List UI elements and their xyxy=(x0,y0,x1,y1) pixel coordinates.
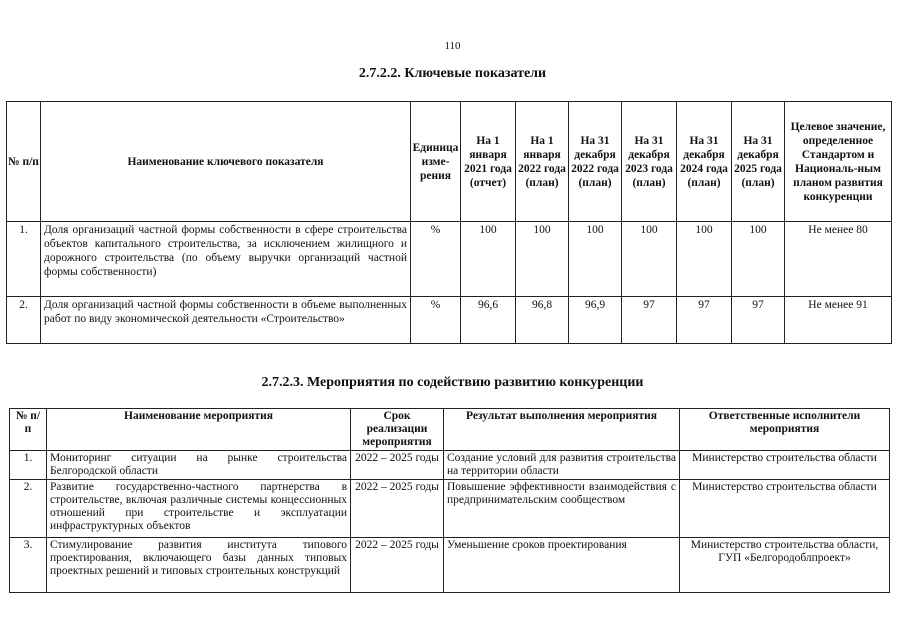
kpi-header-2024: На 31 декабря 2024 года (план) xyxy=(677,102,732,222)
row-num: 2. xyxy=(10,480,47,538)
value-2023: 100 xyxy=(622,222,677,297)
event-result: Создание условий для развития строительства на территории области xyxy=(444,451,680,480)
kpi-header-2022-dec: На 31 декабря 2022 года (план) xyxy=(569,102,622,222)
value-2022-dec: 96,9 xyxy=(569,297,622,344)
kpi-header-name: Наименование ключевого показателя xyxy=(41,102,411,222)
kpi-header-2023: На 31 декабря 2023 года (план) xyxy=(622,102,677,222)
table-row xyxy=(7,222,892,297)
event-period: 2022 – 2025 годы xyxy=(351,538,444,593)
events-header-result: Результат выполнения мероприятия xyxy=(444,409,680,451)
events-header-name: Наименование мероприятия xyxy=(47,409,351,451)
unit: % xyxy=(411,222,461,297)
value-2023: 97 xyxy=(622,297,677,344)
event-responsible: Министерство строительства области xyxy=(680,451,890,480)
event-period: 2022 – 2025 годы xyxy=(351,480,444,538)
indicator-name: Доля организаций частной формы собственности в сфере строительства объектов капитального строительства, за исключением жилищного и дорожного строительства (по объему выручки организаций частной формы собственности) xyxy=(41,222,411,297)
table-row xyxy=(10,451,890,480)
indicator-name: Доля организаций частной формы собственности в объеме выполненных работ по виду экономической деятельности «Строительство» xyxy=(41,297,411,344)
unit: % xyxy=(411,297,461,344)
section-title-events: 2.7.2.3. Мероприятия по содействию развитию конкуренции xyxy=(261,375,644,390)
value-2021: 96,6 xyxy=(461,297,516,344)
table-row xyxy=(10,480,890,538)
events-header-row xyxy=(10,409,890,451)
value-2022-jan: 100 xyxy=(516,222,569,297)
event-result: Уменьшение сроков проектирования xyxy=(444,538,680,593)
key-indicators-table xyxy=(6,101,892,344)
events-table xyxy=(9,408,890,593)
section-title-key-indicators: 2.7.2.2. Ключевые показатели xyxy=(358,66,547,81)
table-row xyxy=(10,538,890,593)
event-responsible: Министерство строительства области, ГУП «Белгородоблпроект» xyxy=(680,538,890,593)
value-2024: 97 xyxy=(677,297,732,344)
kpi-header-2021: На 1 января 2021 года (отчет) xyxy=(461,102,516,222)
event-responsible: Министерство строительства области xyxy=(680,480,890,538)
row-num: 1. xyxy=(7,222,41,297)
target-value: Не менее 80 xyxy=(785,222,892,297)
value-2022-jan: 96,8 xyxy=(516,297,569,344)
value-2025: 100 xyxy=(732,222,785,297)
event-period: 2022 – 2025 годы xyxy=(351,451,444,480)
row-num: 3. xyxy=(10,538,47,593)
event-name: Стимулирование развития института типового проектирования, включающего базы данных типовых проектных решений и типовых строительных конструкций xyxy=(47,538,351,593)
events-header-responsible: Ответственные исполнители мероприятия xyxy=(680,409,890,451)
row-num: 2. xyxy=(7,297,41,344)
events-header-num: № п/п xyxy=(10,409,47,451)
kpi-header-2025: На 31 декабря 2025 года (план) xyxy=(732,102,785,222)
page-number: 110 xyxy=(444,40,461,52)
row-num: 1. xyxy=(10,451,47,480)
kpi-header-row xyxy=(7,102,892,222)
events-header-period: Срок реализации мероприятия xyxy=(351,409,444,451)
value-2025: 97 xyxy=(732,297,785,344)
target-value: Не менее 91 xyxy=(785,297,892,344)
event-result: Повышение эффективности взаимодействия с предпринимательским сообществом xyxy=(444,480,680,538)
value-2022-dec: 100 xyxy=(569,222,622,297)
table-row xyxy=(7,297,892,344)
kpi-header-num: № п/п xyxy=(7,102,41,222)
event-name: Развитие государственно-частного партнерства в строительстве, включая различные системы концессионных отношений при строительстве и эксплуатации инфраструктурных объектов xyxy=(47,480,351,538)
kpi-header-target: Целевое значение, определенное Стандартом и Националь-ным планом развития конкуренции xyxy=(785,102,892,222)
value-2024: 100 xyxy=(677,222,732,297)
kpi-header-2022-jan: На 1 января 2022 года (план) xyxy=(516,102,569,222)
event-name: Мониторинг ситуации на рынке строительства Белгородской области xyxy=(47,451,351,480)
value-2021: 100 xyxy=(461,222,516,297)
kpi-header-unit: Единица изме-рения xyxy=(411,102,461,222)
